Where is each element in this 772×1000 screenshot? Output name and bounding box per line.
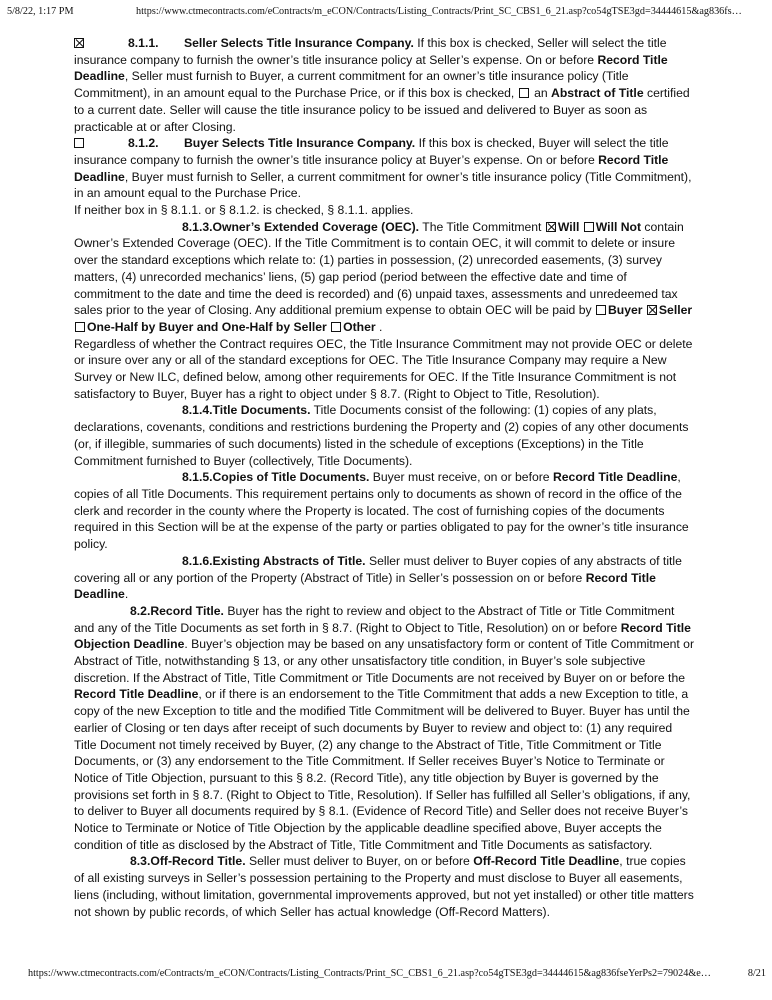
contract-body <box>74 35 696 920</box>
section-number: 8.1.6. <box>182 553 213 568</box>
section-8-1-1: 8.1.1. Seller Selects Title Insurance Company. If this box is checked, Seller will select the title insurance company to furnish the owner’s title insurance policy at Seller’s expense. On or before Record Title Deadline, Seller must furnish to Buyer, a current commitment for an owner’s title insurance policy (Title Commitment), in an amount equal to the Purchase Price, or if this box is checked, an Abstract of Title certified to a current date. Seller will cause the title insurance policy to be issued and delivered to Buyer as soon as practicable at or after Closing. <box>74 36 690 134</box>
oec-buyer-label: Buyer <box>607 303 643 318</box>
will-label: Will <box>557 219 580 234</box>
print-header-url: https://www.ctmecontracts.com/eContracts/m_eCON/Contracts/Listing_Contracts/Print_SC_CBS1_6_21.asp?co54gTSE3gd=34444615&ag836fs… <box>136 6 742 17</box>
oec-other-checkbox[interactable] <box>331 322 341 332</box>
abstract-of-title-checkbox[interactable] <box>519 88 529 98</box>
section-title: Record Title. <box>150 603 224 618</box>
section-number: 8.3. <box>130 854 151 869</box>
section-title: Title Documents. <box>212 403 311 418</box>
will-not-label: Will Not <box>595 219 642 234</box>
oec-half-label: One-Half by Buyer and One-Half by Seller <box>87 319 327 334</box>
section-title: Existing Abstracts of Title. <box>212 553 366 568</box>
neither-box-note: If neither box in § 8.1.1. or § 8.1.2. is checked, § 8.1.1. applies. <box>74 203 414 218</box>
oec-buyer-checkbox[interactable] <box>596 305 606 315</box>
section-title: Owner’s Extended Coverage (OEC). <box>212 219 420 234</box>
print-footer <box>0 964 772 984</box>
section-number: 8.2. <box>130 603 151 618</box>
print-timestamp: 5/8/22, 1:17 PM <box>7 6 74 17</box>
oec-note: Regardless of whether the Contract requires OEC, the Title Insurance Commitment may not provide OEC or delete or insure over any or all of the standard exceptions for OEC. The Title Insurance Company may require a New Survey or New ILC, defined below, among other requirements for OEC. If the Title Insurance Commitment is not satisfactory to Buyer, Buyer has a right to object under § 8.7. (Right to Object to Title, Resolution). <box>74 336 693 401</box>
print-header <box>0 0 772 26</box>
oec-other-label: Other <box>343 319 376 334</box>
section-8-3: 8.3.Off-Record Title. Seller must deliver to Buyer, on or before Off-Record Title Deadline, true copies of all existing surveys in Seller’s possession pertaining to the Property and must disclose to Buyer all easements, liens (including, without limitation, governmental improvements approved, but not yet installed) or other title matters not shown by public records, of which Seller has actual knowledge (Off-Record Matters). <box>74 854 694 919</box>
page-number: 8/21 <box>747 968 766 979</box>
oec-seller-checkbox[interactable] <box>647 305 657 315</box>
section-number: 8.1.3. <box>182 219 213 234</box>
section-number: 8.1.1. <box>128 36 159 50</box>
section-8-1-3: 8.1.3.Owner’s Extended Coverage (OEC). The Title Commitment Will Will Not contain Owner’s Extended Coverage (OEC). If the Title Commitment is to contain OEC, it will commit to delete or insure over the standard exceptions which relate to: (1) parties in possession, (2) unrecorded easements, (3) survey matters, (4) unrecorded mechanics’ liens, (5) gap period (period between the effective date and time of commitment to the date and time the deed is recorded) and (6) unpaid taxes, assessments and unredeemed tax sales prior to the year of Closing. Any additional premium expense to obtain OEC will be paid by Buyer Seller One-Half by Buyer and One-Half by Seller Other . <box>74 219 693 334</box>
section-number: 8.1.4. <box>182 403 213 418</box>
section-8-2: 8.2.Record Title. Buyer has the right to review and object to the Abstract of Title or Title Commitment and any of the Title Documents as set forth in § 8.7. (Right to Object to Title, Resolution) on or before Record Title Objection Deadline. Buyer’s objection may be based on any unsatisfactory form or content of Title Commitment or Abstract of Title, notwithstanding § 13, or any other unsatisfactory title condition, in Buyer’s sole subjective discretion. If the Abstract of Title, Title Commitment or Title Documents are not received by Buyer on or before the Record Title Deadline, or if there is an endorsement to the Title Commitment that adds a new Exception to title, a copy of the new Exception to title and the modified Title Commitment will be delivered to Buyer. Buyer has until the earlier of Closing or ten days after receipt of such documents by Buyer to review and object to: (1) any required Title Document not timely received by Buyer, (2) any change to the Abstract of Title, Title Commitment or Title Documents, or (3) any endorsement to the Title Commitment. If Seller receives Buyer’s Notice to Terminate or Notice of Title Objection, pursuant to this § 8.2. (Record Title), any title objection by Buyer is governed by the provisions set forth in § 8.7. (Right to Object to Title, Resolution). If Seller has fulfilled all Seller’s obligations, if any, to deliver to Buyer all documents required by § 8.1. (Evidence of Record Title) and Seller does not receive Buyer’s Notice to Terminate or Notice of Title Objection by the applicable deadline specified above, Buyer accepts the condition of title as disclosed by the Abstract of Title, Title Commitment and Title Documents as satisfactory. <box>74 603 695 852</box>
section-8-1-2: 8.1.2. Buyer Selects Title Insurance Company. If this box is checked, Buyer will select the title insurance company to furnish the owner’s title insurance policy at Buyer’s expense. On or before Record Title Deadline, Buyer must furnish to Seller, a current commitment for owner’s title insurance policy (Title Commitment), in an amount equal to the Purchase Price. <box>74 136 692 201</box>
section-8-1-6: 8.1.6.Existing Abstracts of Title. Seller must deliver to Buyer copies of any abstracts of title covering all or any portion of the Property (Abstract of Title) in Seller’s possession on or before Record Title Deadline. <box>74 553 682 602</box>
will-checkbox[interactable] <box>546 222 556 232</box>
section-title: Seller Selects Title Insurance Company. <box>184 36 414 50</box>
print-footer-url: https://www.ctmecontracts.com/eContracts/m_eCON/Contracts/Listing_Contracts/Print_SC_CBS1_6_21.asp?co54gTSE3gd=34444615&ag836fseYerPs2=79024&e… <box>28 968 711 979</box>
oec-half-checkbox[interactable] <box>75 322 85 332</box>
section-8-1-5: 8.1.5.Copies of Title Documents. Buyer must receive, on or before Record Title Deadline, copies of all Title Documents. This requirement pertains only to documents as shown of record in the office of the clerk and recorder in the county where the Property is located. The cost of furnishing copies of the documents required in this Section will be at the expense of the party or parties obligated to pay for the owner’s title insurance policy. <box>74 470 689 552</box>
section-title: Copies of Title Documents. <box>212 470 370 485</box>
seller-selects-checkbox[interactable] <box>74 38 84 48</box>
section-8-1-4: 8.1.4.Title Documents. Title Documents consist of the following: (1) copies of any plats, declarations, covenants, conditions and restrictions burdening the Property and (2) copies of any other documents (or, if illegible, summaries of such documents) listed in the schedule of exceptions (Exceptions) in the Title Commitment furnished to Buyer (collectively, Title Documents). <box>74 403 689 468</box>
section-title: Off-Record Title. <box>150 854 246 869</box>
section-number: 8.1.2. <box>128 136 159 151</box>
oec-seller-label: Seller <box>658 303 693 318</box>
will-not-checkbox[interactable] <box>584 222 594 232</box>
section-number: 8.1.5. <box>182 470 213 485</box>
section-title: Buyer Selects Title Insurance Company. <box>184 136 416 151</box>
buyer-selects-checkbox[interactable] <box>74 138 84 148</box>
